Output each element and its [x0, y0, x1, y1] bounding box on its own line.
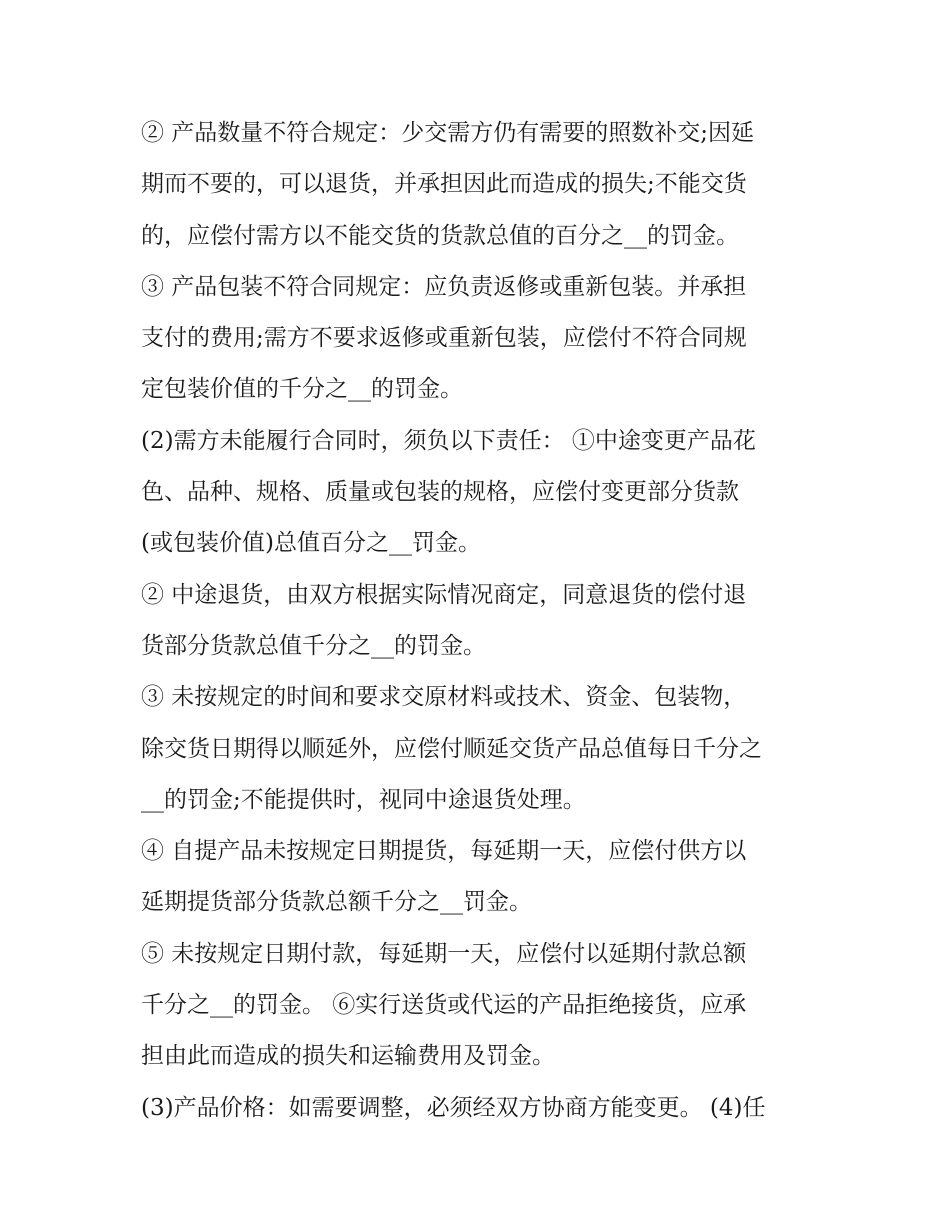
document-body [141, 108, 821, 1134]
text-line: (2)需方未能履行合同时，须负以下责任： ①中途变更产品花 [141, 427, 756, 454]
text-line: 支付的费用;需方不要求返修或重新包装，应偿付不符合同规 [141, 325, 747, 352]
text-line: ③ 产品包装不符合同规定：应负责返修或重新包装。并承担 [141, 273, 747, 300]
text-line: 货部分货款总值千分之__的罚金。 [141, 632, 486, 659]
text-line: 除交货日期得以顺延外，应偿付顺延交货产品总值每日千分之 [141, 735, 762, 762]
text-line: ② 产品数量不符合规定：少交需方仍有需要的照数补交;因延 [141, 120, 755, 146]
text-line: ⑤ 未按规定日期付款，每延期一天，应偿付以延期付款总额 [141, 940, 747, 967]
text-line: 担由此而造成的损失和运输费用及罚金。 [141, 1043, 555, 1070]
text-line: ③ 未按规定的时间和要求交原材料或技术、资金、包装物， [141, 684, 747, 711]
text-line: 的，应偿付需方以不能交货的货款总值的百分之__的罚金。 [141, 222, 739, 249]
text-line: ④ 自提产品未按规定日期提货，每延期一天，应偿付供方以 [141, 838, 747, 865]
text-line: (3)产品价格：如需要调整，必须经双方协商方能变更。 (4)任 [141, 1094, 766, 1121]
text-line: (或包装价值)总值百分之__罚金。 [141, 530, 481, 557]
text-line: 期而不要的，可以退货，并承担因此而造成的损失;不能交货 [141, 171, 747, 198]
text-line: 延期提货部分货款总额千分之__罚金。 [141, 889, 532, 916]
text-line: __的罚金;不能提供时，视同中途退货处理。 [141, 786, 586, 813]
text-line: 千分之__的罚金。 ⑥实行送货或代运的产品拒绝接货，应承 [141, 992, 747, 1019]
text-line: ② 中途退货，由双方根据实际情况商定，同意退货的偿付退 [141, 581, 747, 608]
text-line: 色、品种、规格、质量或包装的规格，应偿付变更部分货款 [141, 479, 739, 506]
text-line: 定包装价值的千分之__的罚金。 [141, 376, 463, 403]
